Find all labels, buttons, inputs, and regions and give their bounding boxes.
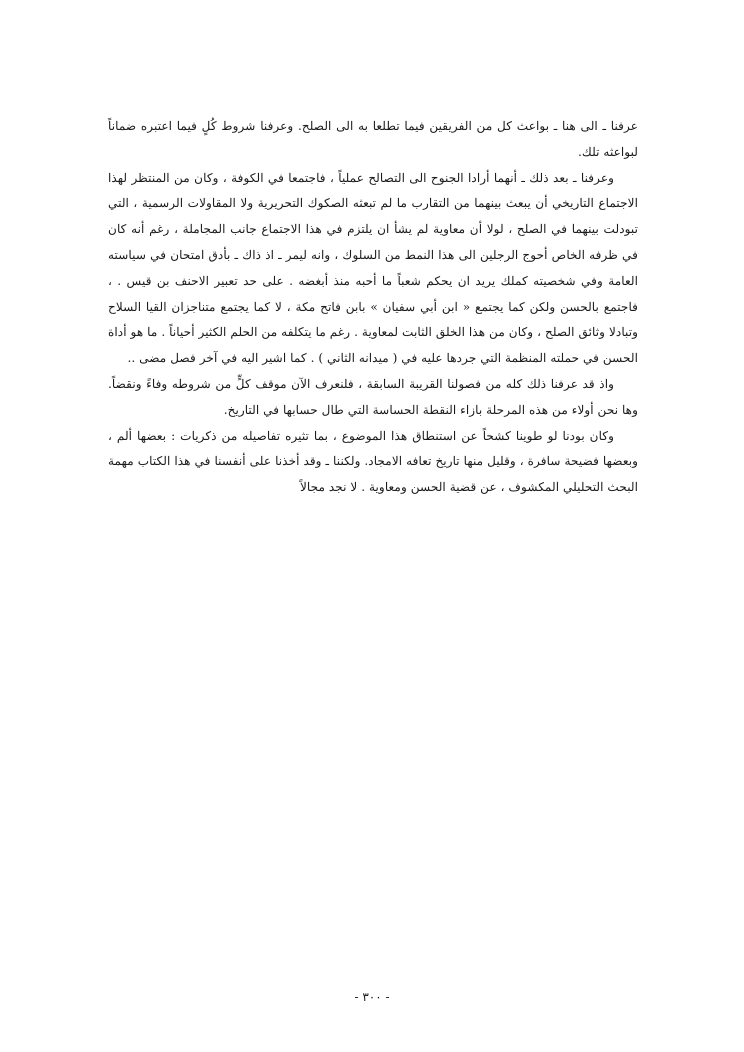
paragraph: وكان بودنا لو طوينا كشحاً عن استنطاق هذا الموضوع ، بما تثيره تفاصيله من ذكريات : بعضها ألم ، وبعضها فضيحة سافرة ، وقليل منها تاريخ تعافه الامجاد. ولكننا ـ وقد أخذنا على أنفسنا في هذا الكتاب مهمة البحث التحليلي المكشوف ، عن قضية الحسن ومعاوية . لا نجد مجالاً [108, 428, 638, 495]
paragraph: وعرفنا ـ بعد ذلك ـ أنهما أرادا الجنوح الى التصالح عملياً ، فاجتمعا في الكوفة ، وكان من المنتظر لهذا الاجتماع التاريخي أن يبعث بينهما من التقارب ما لم تبعثه الصكوك التحريرية ولا المقاولات الرسمية ، التي تبودلت بينهما في الصلح ، لولا أن معاوية لم يشأ ان يلتزم في هذا الاجتماع جانب المجاملة ، رغم أنه كان في ظرفه الخاص أحوج الرجلين الى هذا النمط من السلوك ، وانه ليمر ـ اذ ذاك ـ بأدق امتحان في سياسته العامة وفي شخصيته كملك يريد ان يحكم شعباً ما أحبه منذ أبغضه . على حد تعبير الاحنف بن قيس . ، فاجتمع بالحسن ولكن كما يجتمع « ابن أبي سفيان » بابن فاتح مكة ، لا كما يجتمع متناجزان القيا السلاح وتبادلا وثائق الصلح ، وكان من هذا الخلق الثابت لمعاوية . رغم ما يتكلفه من الحلم الكثير أحياناً . ما هو أداة الحسن في حملته المنظمة التي جردها عليه في ( ميدانه الثاني ) . كما اشير اليه في آخر فصل مضى .. [108, 170, 638, 366]
body-text [108, 114, 638, 501]
paragraph: واذ قد عرفنا ذلك كله من فصولنا القريبة السابقة ، فلنعرف الآن موقف كلٍّ من شروطه وفاءً ونقضاً. وها نحن أولاء من هذه المرحلة بازاء النقطة الحساسة التي طال حسابها في التاريخ. [108, 376, 638, 417]
paragraph: عرفنا ـ الى هنا ـ بواعث كل من الفريقين فيما تطلعا به الى الصلح. وعرفنا شروط كُلٍ فيما اعتبره ضماناً لبواعثه تلك. [108, 119, 638, 159]
page-number: - ٣٠٠ - [354, 990, 390, 1004]
